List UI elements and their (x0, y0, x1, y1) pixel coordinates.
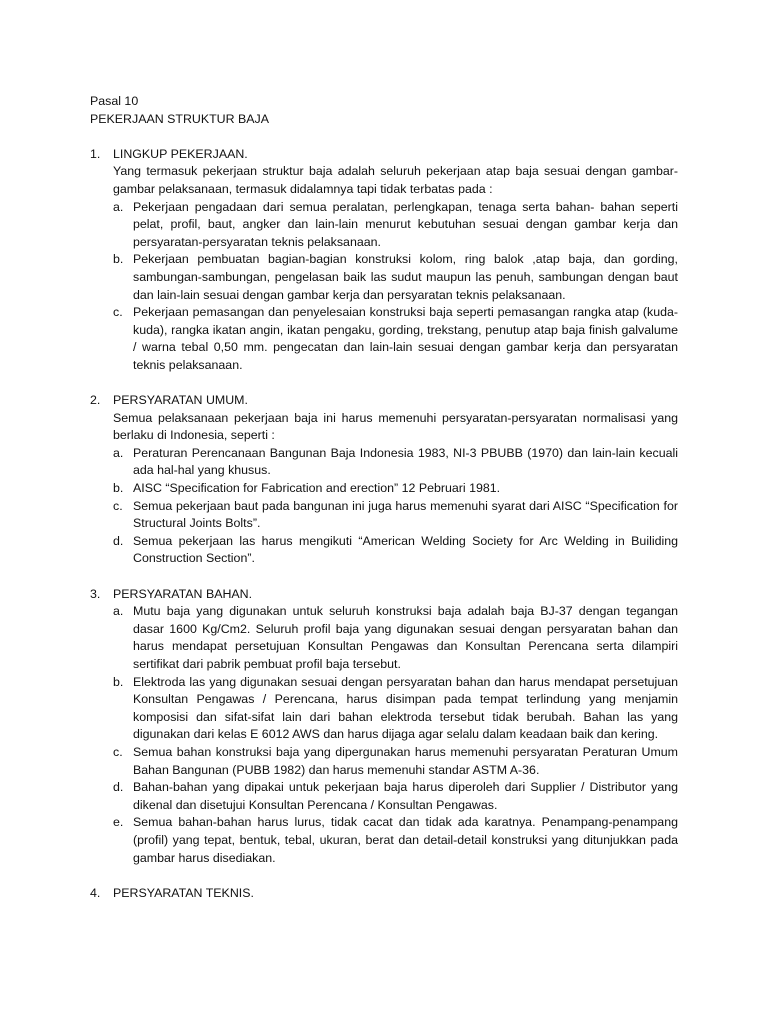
list-item-text: Pekerjaan pemasangan dan penyelesaian konstruksi baja seperti pemasangan rangka atap (kuda-kuda), rangka ikatan angin, ikatan pengaku, gording, trekstang, penutup atap baja finish galvalume / warna tebal 0,50 mm. pengecatan dan lain-lain sesuai dengan gambar kerja dan persyaratan teknis pelaksanaan. (133, 305, 678, 372)
list-item-letter: b. (113, 252, 124, 267)
list-item (90, 251, 678, 304)
section-intro: Yang termasuk pekerjaan struktur baja adalah seluruh pekerjaan atap baja sesuai dengan gambar-gambar pelaksanaan, termasuk didalamnya tapi tidak terbatas pada : (113, 164, 678, 196)
list-item-text: Semua pekerjaan baut pada bangunan ini juga harus memenuhi syarat dari AISC “Specification for Structural Joints Bolts”. (133, 498, 678, 531)
list-item-text: Semua pekerjaan las harus mengikuti “American Welding Society for Arc Welding in Builiding Construction Section”. (133, 533, 678, 566)
list-item-text: Bahan-bahan yang dipakai untuk pekerjaan baja harus diperoleh dari Supplier / Distributor yang dikenal dan disetujui Konsultan Perencana / Konsultan Pengawas. (133, 780, 678, 812)
list-item (90, 304, 678, 374)
pasal-label: Pasal 10 (90, 94, 139, 108)
section-persyaratan-teknis (90, 885, 678, 903)
list-item-letter: b. (113, 481, 124, 496)
list-item-text: Mutu baja yang digunakan untuk seluruh konstruksi baja adalah baja BJ-37 dengan tegangan dasar 1600 Kg/Cm2. Seluruh profil baja yang digunakan sesuai dengan persyaratan bahan dan harus mendapat persetujuan Konsultan Pengawas dan Konsultan Perencana serta dilampiri sertifikat dari pabrik pembuat profil baja tersebut. (133, 604, 678, 671)
list-item (90, 779, 678, 814)
list-item-text: Elektroda las yang digunakan sesuai dengan persyaratan bahan dan harus mendapat persetujuan Konsultan Pengawas / Perencana, harus disimpan pada tempat terlindung yang menjamin komposisi dan sifat-sifat lain dari bahan elektroda tersebut tidak berubah. Bahan las yang digunakan dari kelas E 6012 AWS dan harus dijaga agar selalu dalam keadaan baik dan kering. (133, 674, 678, 742)
list-item-letter: d. (113, 533, 124, 548)
list-item-letter: e. (113, 815, 124, 830)
section-heading-text: PERSYARATAN TEKNIS. (113, 885, 254, 900)
list-item-letter: c. (113, 498, 123, 513)
list-item-letter: a. (113, 604, 124, 619)
section-heading-text: PERSYARATAN UMUM. (113, 393, 248, 408)
list-item-letter: c. (113, 744, 123, 759)
list-item-letter: a. (113, 445, 124, 460)
list-item (90, 533, 678, 568)
list-item-text: Pekerjaan pengadaan dari semua peralatan, perlengkapan, tenaga serta bahan- bahan seperti pelat, profil, baut, angker dan lain-lain menurut kebutuhan sesuai dengan gambar kerja dan persyaratan-persyaratan teknis pelaksanaan. (133, 199, 678, 249)
document-title: PEKERJAAN STRUKTUR BAJA (90, 111, 270, 126)
list-item (90, 744, 678, 779)
section-heading (90, 586, 678, 604)
section-number: 4. (90, 885, 101, 900)
list-item (90, 445, 678, 480)
list-item-text: AISC “Specification for Fabrication and erection” 12 Pebruari 1981. (133, 481, 501, 496)
section-number: 3. (90, 586, 101, 601)
list-item-text: Semua bahan-bahan harus lurus, tidak cacat dan tidak ada karatnya. Penampang-penampang (profil) yang tepat, bentuk, tebal, ukuran, berat dan detail-detail konstruksi yang ditunjukkan pada gambar harus disediakan. (133, 815, 678, 865)
list-item (90, 814, 678, 867)
list-item-text: Pekerjaan pembuatan bagian-bagian konstruksi kolom, ring balok ,atap baja, dan gording, sambungan-sambungan, pengelasan baik las sudut maupun las penuh, sambungan dengan baut dan lain-lain sesuai dengan gambar kerja dan persyaratan teknis pelaksanaan. (133, 252, 678, 302)
section-heading-text: PERSYARATAN BAHAN. (113, 586, 253, 601)
list-item (90, 603, 678, 673)
list-item (90, 199, 678, 252)
list-item-letter: d. (113, 780, 124, 795)
section-number: 1. (90, 146, 101, 161)
list-item-letter: c. (113, 305, 123, 320)
section-heading (90, 392, 678, 410)
document-body (90, 93, 678, 902)
section-heading (90, 146, 678, 164)
section-number: 2. (90, 393, 101, 408)
section-persyaratan-bahan (90, 586, 678, 868)
list-item-letter: a. (113, 199, 124, 214)
section-heading-text: LINGKUP PEKERJAAN. (113, 146, 248, 161)
section-heading (90, 885, 678, 903)
list-item-letter: b. (113, 674, 124, 689)
section-intro: Semua pelaksanaan pekerjaan baja ini harus memenuhi persyaratan-persyaratan normalisasi yang berlaku di Indonesia, seperti : (113, 410, 678, 443)
list-item (90, 674, 678, 744)
list-item-text: Semua bahan konstruksi baja yang dipergunakan harus memenuhi persyaratan Peraturan Umum Bahan Bangunan (PUBB 1982) dan harus memenuhi standar ASTM A-36. (133, 744, 678, 777)
list-item (90, 480, 678, 498)
section-lingkup-pekerjaan (90, 146, 678, 375)
section-persyaratan-umum (90, 392, 678, 568)
list-item-text: Peraturan Perencanaan Bangunan Baja Indonesia 1983, NI-3 PBUBB (1970) dan lain-lain kecuali ada hal-hal yang khusus. (133, 445, 678, 478)
list-item (90, 498, 678, 533)
